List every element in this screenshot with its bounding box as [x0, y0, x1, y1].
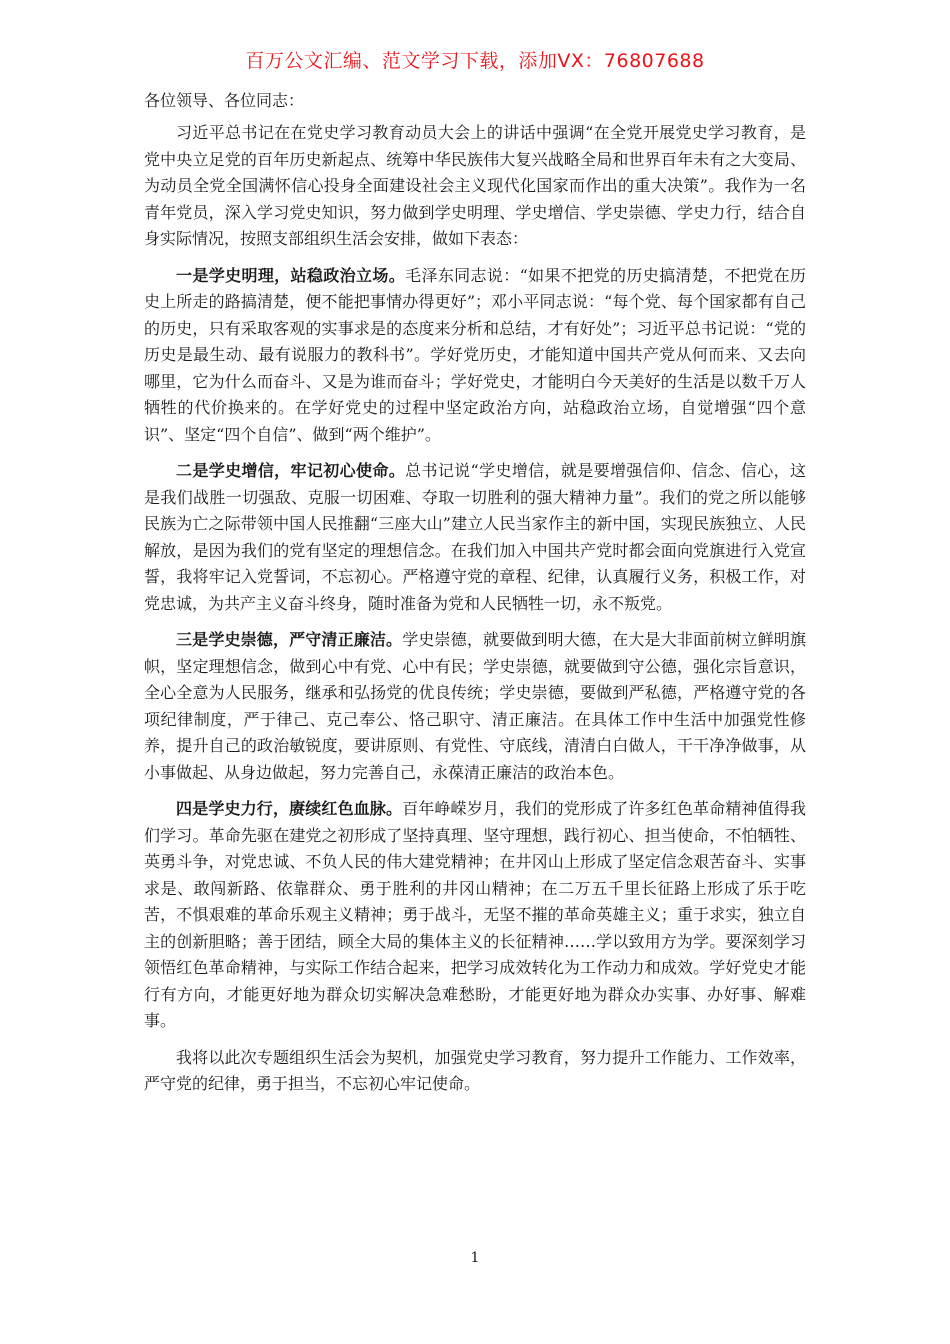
closing-paragraph: 我将以此次专题组织生活会为契机，加强党史学习教育，努力提升工作能力、工作效率，严守党的纪律，勇于担当，不忘初心牢记使命。 — [144, 1047, 806, 1093]
intro-paragraph: 习近平总书记在在党史学习教育动员大会上的讲话中强调“在全党开展党史学习教育，是党中央立足党的百年历史新起点、统筹中华民族伟大复兴战略全局和世界百年未有之大变局、为动员全党全国满怀信心投身全面建设社会主义现代化国家而作出的重大决策”。我作为一名青年党员，深入学习党史知识，努力做到学史明理、学史增信、学史崇德、学史力行，结合自身实际情况，按照支部组织生活会安排，做如下表态： — [144, 123, 806, 248]
section-body-4: 百年峥嵘岁月，我们的党形成了许多红色革命精神值得我们学习。革命先驱在建党之初形成了坚持真理、坚守理想，践行初心、担当使命，不怕牺牲、英勇斗争，对党忠诚、不负人民的伟大建党精神；在井冈山上形成了坚定信念艰苦奋斗、实事求是、敢闯新路、依靠群众、勇于胜利的井冈山精神；在二万五千里长征路上形成了乐于吃苦，不惧艰难的革命乐观主义精神；勇于战斗，无坚不摧的革命英雄主义；重于求实，独立自主的创新胆略；善于团结，顾全大局的集体主义的长征精神……学以致用方为学。要深刻学习领悟红色革命精神，与实际工作结合起来，把学习成效转化为工作动力和成效。学好党史才能行有方向，才能更好地为群众切实解决急难愁盼，才能更好地为群众办实事、办好事、解难事。 — [144, 799, 806, 1030]
header-ad-banner: 百万公文汇编、范文学习下载，添加VX：76807688 — [245, 50, 705, 72]
salutation: 各位领导、各位同志： — [144, 91, 305, 110]
section-paragraph-2 — [144, 458, 806, 617]
page-number: 1 — [470, 1250, 480, 1266]
section-body-1: 毛泽东同志说：“如果不把党的历史搞清楚，不把党在历史上所走的路搞清楚，便不能把事情办得更好”；邓小平同志说：“每个党、每个国家都有自己的历史，只有采取客观的实事求是的态度来分析和总结，才有好处”；习近平总书记说：“党的历史是最生动、最有说服力的教科书”。学好党历史，才能知道中国共产党从何而来、又去向哪里，它为什么而奋斗、又是为谁而奋斗；学好党史，才能明白今天美好的生活是以数千万人牺牲的代价换来的。在学好党史的过程中坚定政治方向，站稳政治立场，自觉增强“四个意识”、坚定“四个自信”、做到“两个维护”。 — [144, 265, 806, 444]
section-heading-3: 三是学史崇德，严守清正廉洁。 — [176, 630, 403, 649]
section-body-2: 总书记说“学史增信，就是要增强信仰、信念、信心，这是我们战胜一切强敌、克服一切困难、夺取一切胜利的强大精神力量”。我们的党之所以能够民族为亡之际带领中国人民推翻“三座大山”建立人民当家作主的新中国，实现民族独立、人民解放，是因为我们的党有坚定的理想信念。在我们加入中国共产党时都会面向党旗进行入党宣誓，我将牢记入党誓词，不忘初心。严格遵守党的章程、纪律，认真履行义务，积极工作，对党忠诚，为共产主义奋斗终身，随时准备为党和人民牺牲一切，永不叛党。 — [144, 461, 806, 613]
section-heading-4: 四是学史力行，赓续红色血脉。 — [176, 799, 403, 818]
section-paragraph-3 — [144, 627, 806, 786]
section-heading-2: 二是学史增信，牢记初心使命。 — [176, 461, 406, 480]
section-heading-1: 一是学史明理，站稳政治立场。 — [176, 265, 406, 285]
section-body-3: 学史崇德，就要做到明大德，在大是大非面前树立鲜明旗帜，坚定理想信念，做到心中有党、心中有民；学史崇德，就要做到守公德，强化宗旨意识，全心全意为人民服务，继承和弘扬党的优良传统；学史崇德，要做到严私德，严格遵守党的各项纪律制度，严于律己、克己奉公、恪己职守、清正廉洁。在具体工作中生活中加强党性修养，提升自己的政治敏锐度，要讲原则、有党性、守底线，清清白白做人，干干净净做事，从小事做起、从身边做起，努力完善自己，永葆清正廉洁的政治本色。 — [144, 630, 806, 782]
document-body — [144, 120, 806, 1108]
section-paragraph-4 — [144, 796, 806, 1035]
section-paragraph-1 — [144, 263, 806, 449]
